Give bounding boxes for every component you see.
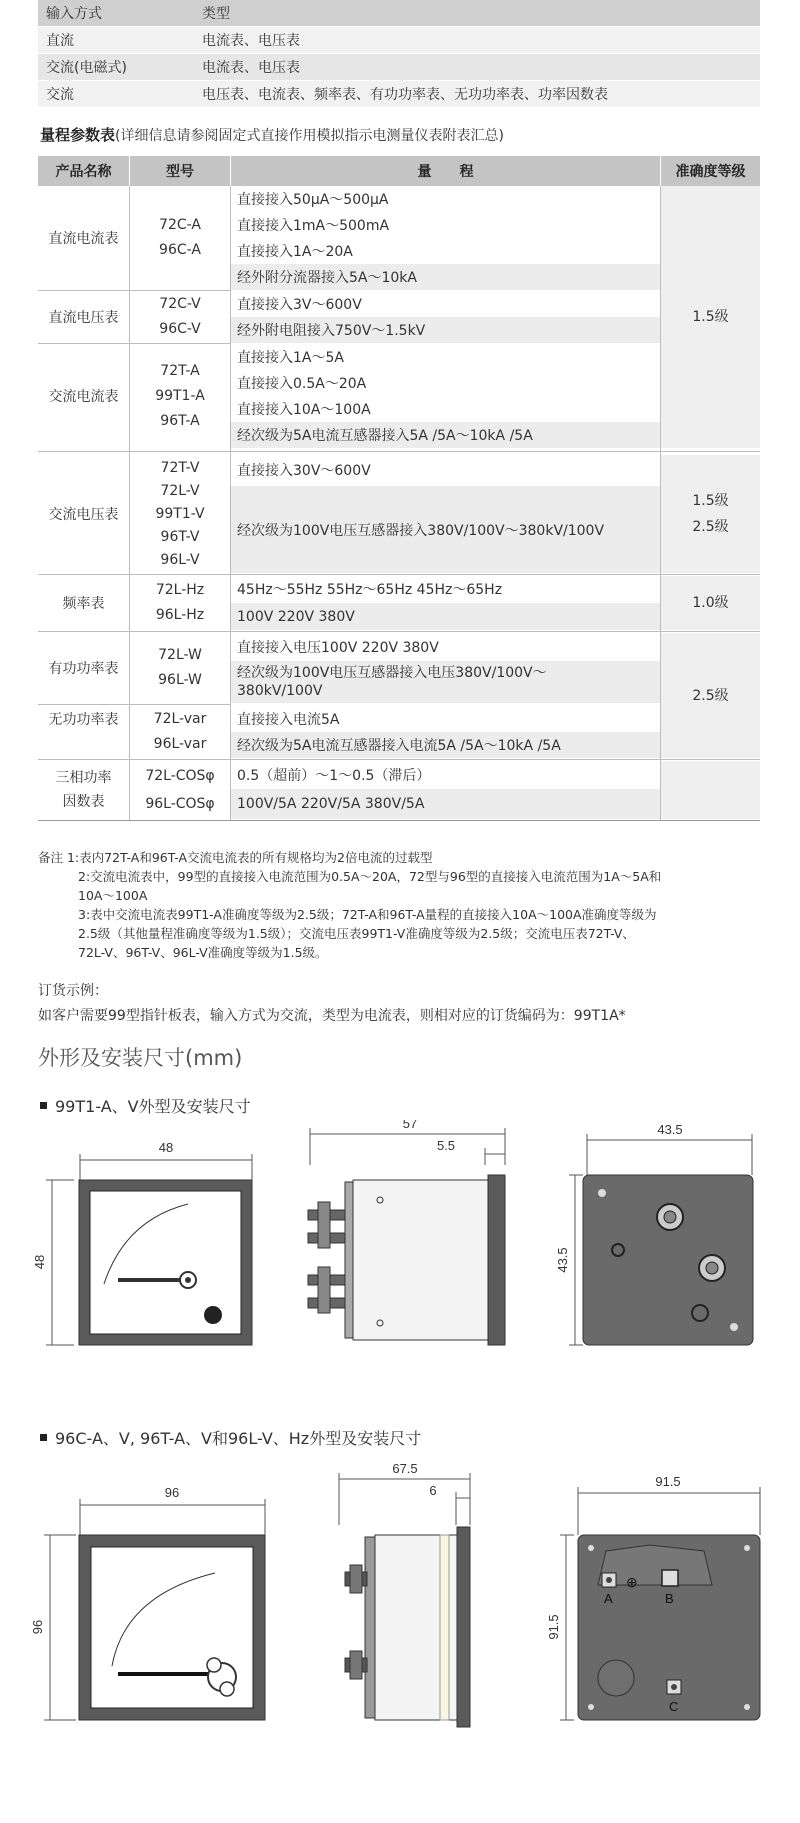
accuracy-value: 2.5级	[692, 687, 729, 704]
range-cell: 直接接入1A～5A	[231, 344, 660, 370]
header-product: 产品名称	[38, 156, 129, 186]
product-name: 交流电流表	[38, 344, 129, 448]
row-divider	[38, 704, 230, 705]
model: 72L-W	[158, 647, 202, 663]
note-line: 10A～100A	[78, 888, 148, 903]
section2-title-text: 96C-A、V, 96T-A、V和96L-V、Hz外型及安装尺寸	[55, 1429, 422, 1448]
terminal-b-label: B	[665, 1591, 674, 1606]
note-line: 2.5级（其他量程准确度等级为1.5级）；交流电压表99T1-V准确度等级为2.5级；交流电压表72T-V、	[78, 926, 635, 941]
table-row	[38, 54, 760, 81]
range-section-title	[40, 124, 504, 145]
model: 72T-A	[160, 362, 200, 379]
range-cell: 经次级为5A电流互感器接入电流5A /5A～10kA /5A	[231, 732, 660, 759]
header-cell: 类型	[194, 0, 760, 27]
table-cell: 交流	[38, 81, 194, 108]
order-example-text: 如客户需要99型指针板表，输入方式为交流，类型为电流表，则相对应的订货编码为：99T1A*	[38, 1008, 626, 1024]
range-cell: 直接接入1mA～500mA	[231, 212, 660, 238]
front-height-label: 48	[32, 1254, 47, 1270]
table-header-row	[38, 0, 760, 27]
side-view-99	[308, 1128, 505, 1345]
model-list	[130, 186, 230, 290]
model-list	[130, 455, 230, 573]
model: 96T-V	[160, 528, 200, 545]
range-cell: 经次级为100V电压互感器接入380V/100V～380kV/100V	[231, 486, 660, 574]
col-divider	[660, 186, 661, 820]
model: 99T1-V	[155, 505, 205, 522]
header-range: 量 程	[231, 156, 660, 186]
model: 72C-V	[159, 296, 201, 312]
model-list	[130, 344, 230, 448]
model-list	[130, 761, 230, 819]
range-title: 量程参数表	[40, 126, 116, 144]
section1-title	[40, 1094, 251, 1117]
section1-drawings	[0, 1120, 800, 1380]
dimensions-title: 外形及安装尺寸(mm)	[38, 1046, 243, 1070]
product-name: 交流电压表	[38, 455, 129, 573]
range-cell: 直接接入3V～600V	[231, 291, 660, 317]
side-flange-label: 6	[429, 1483, 437, 1498]
row-divider	[38, 759, 760, 760]
model: 72L-V	[160, 482, 200, 499]
range-cell: 直接接入电流5A	[231, 706, 660, 732]
model: 72T-V	[160, 459, 200, 476]
accuracy-cell-empty	[661, 761, 760, 819]
accuracy-cell	[661, 576, 760, 630]
table-cell: 直流	[38, 27, 194, 54]
svg-text:⊕: ⊕	[626, 1574, 638, 1590]
table-row	[38, 27, 760, 54]
model-list	[130, 633, 230, 703]
range-cell: 直接接入50μA～500μA	[231, 186, 660, 212]
front-view-99	[46, 1154, 252, 1345]
range-cell: 直接接入0.5A～20A	[231, 370, 660, 396]
back-width-label: 91.5	[655, 1474, 681, 1489]
table-cell: 电流表、电压表	[194, 54, 760, 81]
range-cell: 直接接入10A～100A	[231, 396, 660, 422]
range-cell: 直接接入电压100V 220V 380V	[231, 633, 660, 661]
table-cell: 电压表、电流表、频率表、有功功率表、无功功率表、功率因数表	[194, 81, 760, 108]
range-cell: 经外附电阻接入750V～1.5kV	[231, 317, 660, 344]
front-width-label: 48	[158, 1140, 174, 1155]
model-list	[130, 576, 230, 630]
model: 96C-A	[159, 242, 201, 258]
front-width-label: 96	[164, 1485, 180, 1500]
range-cell: 直接接入30V～600V	[231, 455, 660, 486]
side-flange-label: 5.5	[436, 1138, 456, 1153]
order-example-title: 订货示例：	[38, 983, 108, 999]
range-line: 380kV/100V	[237, 683, 323, 699]
accuracy-cell	[661, 633, 760, 758]
range-cell: 45Hz～55Hz 55Hz～65Hz 45Hz～65Hz	[231, 576, 660, 603]
product-name-line: 三相功率	[55, 770, 112, 786]
col-divider	[230, 186, 231, 820]
side-depth-label: 57	[402, 1120, 418, 1131]
product-name: 无功功率表	[38, 706, 129, 732]
model: 96L-W	[158, 672, 202, 688]
section2-title	[40, 1426, 421, 1449]
table-cell: 交流(电磁式)	[38, 54, 194, 81]
header-model: 型号	[130, 156, 230, 186]
range-cell: 100V/5A 220V/5A 380V/5A	[231, 789, 660, 820]
header-accuracy: 准确度等级	[661, 156, 760, 186]
col-divider	[129, 186, 130, 820]
note-line: 备注 1:表内72T-A和96T-A交流电流表的所有规格均为2倍电流的过载型	[38, 850, 433, 865]
product-name: 频率表	[38, 576, 129, 630]
front-height-label: 96	[30, 1619, 45, 1635]
product-name: 直流电流表	[38, 186, 129, 290]
accuracy-value: 1.0级	[692, 595, 729, 611]
product-name: 有功功率表	[38, 633, 129, 703]
accuracy-cell	[661, 455, 760, 573]
note-line: 72L-V、96T-V、96L-V准确度等级为1.5级。	[78, 945, 328, 960]
back-height-label: 43.5	[555, 1247, 570, 1273]
note-line: 3:表中交流电流表99T1-A准确度等级为2.5级；72T-A和96T-A量程的直接接入10A～100A准确度等级为	[78, 907, 657, 922]
section1-title-text: 99T1-A、V外型及安装尺寸	[55, 1097, 251, 1116]
product-name: 直流电压表	[38, 291, 129, 343]
model: 96T-A	[160, 412, 200, 429]
model: 96C-V	[159, 321, 201, 337]
input-type-table	[38, 0, 760, 108]
model: 72L-Hz	[155, 582, 205, 598]
header-cell: 输入方式	[38, 0, 194, 27]
model-list	[130, 706, 230, 758]
accuracy-value: 1.5级	[692, 493, 729, 509]
product-name	[38, 761, 129, 819]
model-list	[130, 291, 230, 343]
bullet-square-icon	[40, 1434, 47, 1441]
front-view-96	[44, 1499, 265, 1720]
product-name-line: 因数表	[62, 794, 105, 810]
back-height-label: 91.5	[546, 1614, 561, 1640]
side-view-96	[339, 1473, 470, 1727]
model: 96L-Hz	[155, 607, 205, 623]
row-divider	[38, 574, 760, 575]
range-cell	[231, 661, 660, 704]
section2-drawings	[0, 1455, 800, 1815]
model: 96L-var	[153, 736, 207, 752]
row-divider	[38, 343, 230, 344]
terminal-c-label: C	[669, 1699, 679, 1714]
note-line: 2:交流电流表中，99型的直接接入电流范围为0.5A～20A，72型与96型的直接接入电流范围为1A～5A和	[78, 869, 662, 884]
side-depth-label: 67.5	[392, 1461, 418, 1476]
bullet-square-icon	[40, 1102, 47, 1109]
accuracy-value: 1.5级	[692, 309, 729, 325]
back-view-96	[560, 1487, 760, 1720]
range-cell: 直接接入1A～20A	[231, 238, 660, 264]
model: 72C-A	[159, 217, 201, 233]
row-divider	[38, 290, 230, 291]
model: 99T1-A	[155, 387, 205, 404]
row-divider	[38, 451, 760, 452]
table-bottom-border	[38, 820, 760, 821]
row-divider	[38, 631, 760, 632]
model: 96L-COSφ	[145, 796, 215, 812]
range-cell: 100V 220V 380V	[231, 603, 660, 631]
side-dim-labels	[403, 1120, 455, 1153]
table-row	[38, 81, 760, 108]
model: 72L-var	[153, 711, 207, 727]
back-view-99	[569, 1134, 753, 1345]
range-cell: 经外附分流器接入5A～10kA	[231, 264, 660, 291]
model: 72L-COSφ	[145, 768, 215, 784]
range-cell: 0.5（超前）～1～0.5（滞后）	[231, 761, 660, 789]
back-width-label: 43.5	[657, 1122, 683, 1137]
range-line: 经次级为100V电压互感器接入电压380V/100V～	[237, 665, 547, 681]
model: 96L-V	[160, 551, 200, 568]
terminal-a-label: A	[604, 1591, 613, 1606]
range-cell: 经次级为5A电流互感器接入5A /5A～10kA /5A	[231, 422, 660, 449]
table-cell: 电流表、电压表	[194, 27, 760, 54]
accuracy-cell	[661, 186, 760, 448]
notes-block	[38, 848, 768, 962]
range-subtitle: (详细信息请参阅固定式直接作用模拟指示电测量仪表附表汇总)	[115, 128, 504, 144]
accuracy-value: 2.5级	[692, 519, 729, 535]
